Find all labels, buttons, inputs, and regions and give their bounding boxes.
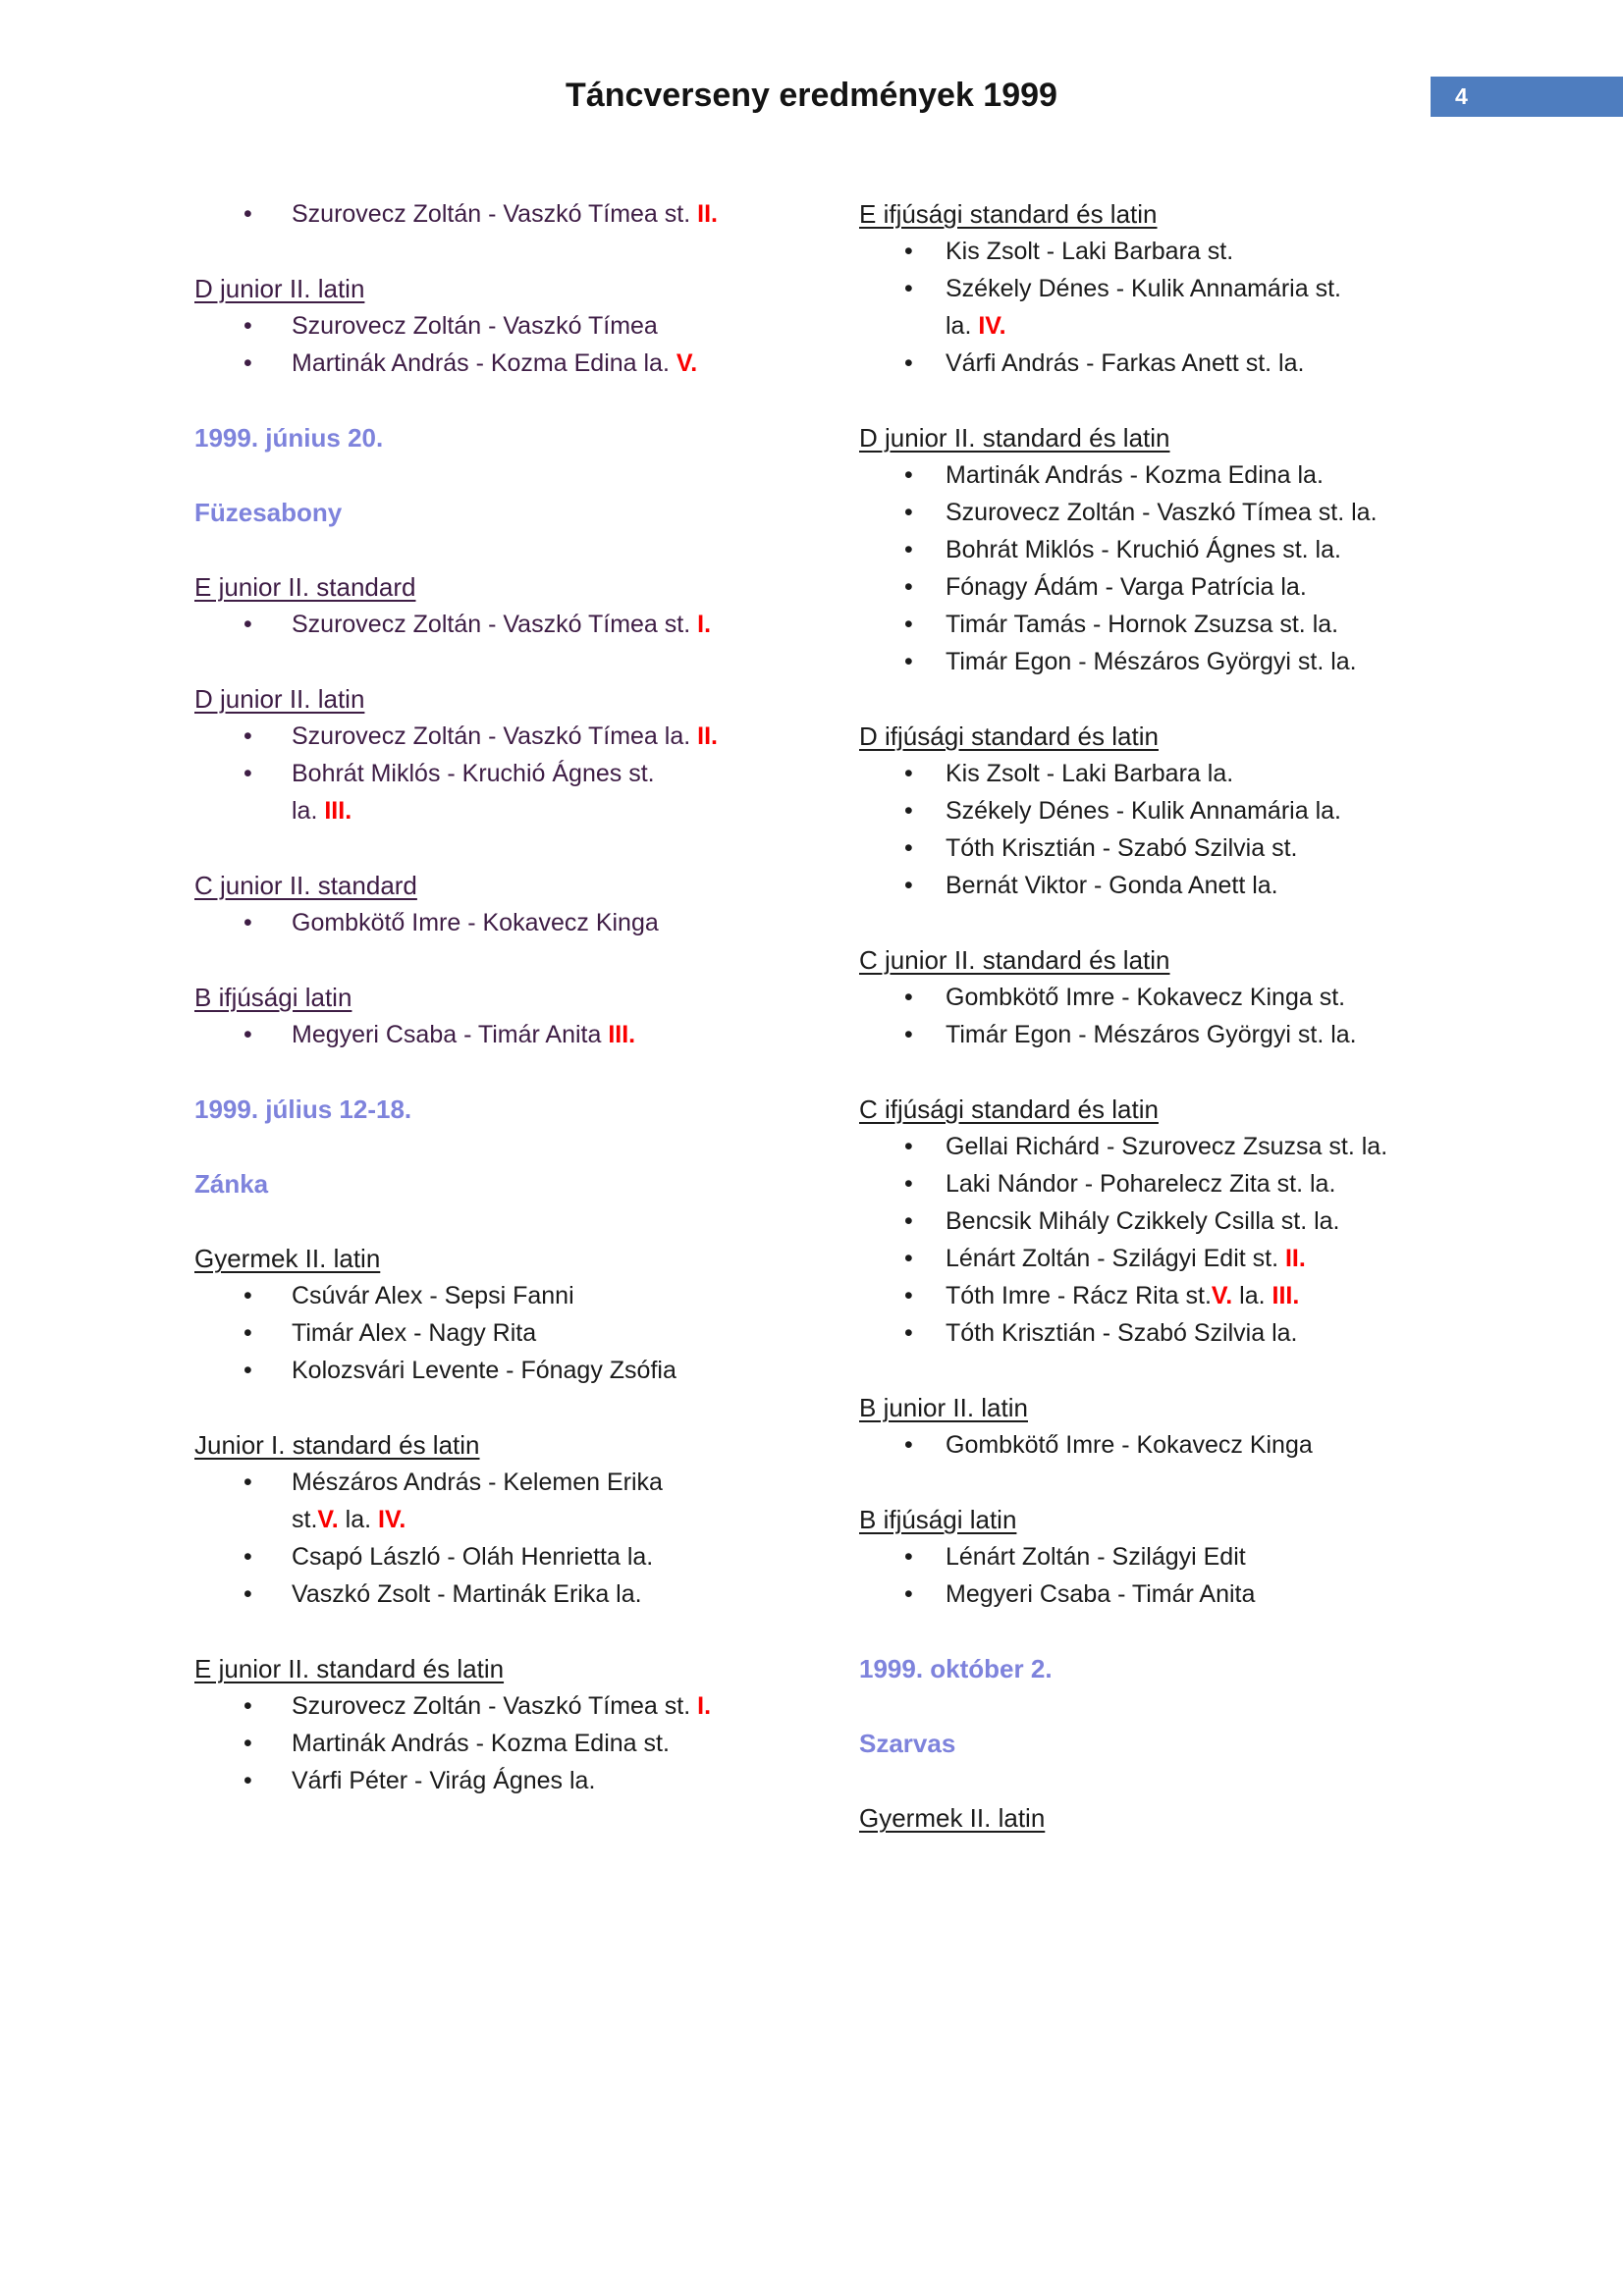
bullet-icon: • bbox=[243, 312, 252, 340]
results-list bbox=[859, 1128, 1546, 1352]
result-line bbox=[292, 1725, 833, 1762]
result-line bbox=[292, 345, 833, 382]
category-heading: E junior II. standard és latin bbox=[194, 1654, 505, 1683]
result-line bbox=[946, 270, 1546, 307]
couple-names: Szurovecz Zoltán - Vaszkó Tímea st. bbox=[292, 200, 698, 228]
result-line bbox=[292, 1314, 833, 1352]
couple-names: Martinák András - Kozma Edina la. bbox=[292, 349, 676, 377]
placement-value: III. bbox=[1271, 1282, 1300, 1309]
result-item bbox=[194, 1464, 833, 1538]
category-heading: C junior II. standard és latin bbox=[859, 945, 1170, 975]
results-list bbox=[194, 195, 833, 233]
couple-names: Bencsik Mihály Czikkely Csilla st. la. bbox=[946, 1207, 1340, 1235]
result-line bbox=[292, 718, 833, 755]
bullet-icon: • bbox=[904, 461, 913, 489]
placement-value: IV. bbox=[978, 312, 1006, 340]
bullet-icon: • bbox=[243, 349, 252, 377]
category-heading: B junior II. latin bbox=[859, 1393, 1028, 1422]
result-line bbox=[946, 1202, 1546, 1240]
result-item bbox=[194, 1314, 833, 1352]
bullet-icon: • bbox=[243, 200, 252, 228]
couple-names: Martinák András - Kozma Edina la. bbox=[946, 461, 1324, 489]
couple-names: Megyeri Csaba - Timár Anita bbox=[292, 1021, 609, 1048]
result-line bbox=[292, 1352, 833, 1389]
placement-value: III. bbox=[608, 1021, 636, 1048]
bullet-icon: • bbox=[243, 1021, 252, 1048]
couple-names: Bohrát Miklós - Kruchió Ágnes st. la. bbox=[946, 536, 1341, 563]
couple-names: Lénárt Zoltán - Szilágyi Edit st. bbox=[946, 1245, 1285, 1272]
results-list bbox=[859, 979, 1546, 1053]
event-city: Füzesabony bbox=[194, 498, 343, 527]
results-list bbox=[194, 1687, 833, 1799]
results-list bbox=[859, 456, 1546, 680]
event-city: Szarvas bbox=[859, 1729, 956, 1758]
result-line bbox=[946, 1277, 1546, 1314]
result-item bbox=[859, 867, 1546, 904]
category-heading: Gyermek II. latin bbox=[194, 1244, 381, 1273]
category-heading: B ifjúsági latin bbox=[194, 983, 352, 1012]
result-line bbox=[292, 307, 833, 345]
couple-names: Szurovecz Zoltán - Vaszkó Tímea st. la. bbox=[946, 499, 1378, 526]
category-heading: D junior II. standard és latin bbox=[859, 423, 1170, 453]
couple-names: Martinák András - Kozma Edina st. bbox=[292, 1730, 670, 1757]
placement-value: V. bbox=[1211, 1282, 1233, 1309]
result-item bbox=[194, 1352, 833, 1389]
page-number-box bbox=[1431, 77, 1623, 117]
category-heading: D ifjúsági standard és latin bbox=[859, 721, 1159, 751]
bullet-icon: • bbox=[904, 1021, 913, 1048]
placement-value: II. bbox=[697, 200, 718, 228]
bullet-icon: • bbox=[904, 797, 913, 825]
result-line bbox=[292, 904, 833, 941]
bullet-icon: • bbox=[243, 1730, 252, 1757]
bullet-icon: • bbox=[904, 536, 913, 563]
bullet-icon: • bbox=[904, 1319, 913, 1347]
result-item bbox=[859, 1277, 1546, 1314]
bullet-icon: • bbox=[904, 1580, 913, 1608]
event-date: 1999. október 2. bbox=[859, 1654, 1053, 1683]
bullet-icon: • bbox=[243, 611, 252, 638]
couple-names: la. bbox=[338, 1506, 379, 1533]
result-item bbox=[859, 1016, 1546, 1053]
couple-names: Gombkötő Imre - Kokavecz Kinga st. bbox=[946, 984, 1346, 1011]
bullet-icon: • bbox=[904, 872, 913, 899]
bullet-icon: • bbox=[904, 275, 913, 302]
result-item bbox=[859, 606, 1546, 643]
bullet-icon: • bbox=[243, 1319, 252, 1347]
result-item bbox=[194, 904, 833, 941]
result-item bbox=[859, 270, 1546, 345]
bullet-icon: • bbox=[243, 1468, 252, 1496]
results-list bbox=[859, 233, 1546, 382]
couple-names: Gombkötő Imre - Kokavecz Kinga bbox=[292, 909, 659, 936]
result-line bbox=[946, 456, 1546, 494]
result-line bbox=[946, 643, 1546, 680]
placement-value: II. bbox=[1284, 1245, 1306, 1272]
result-item bbox=[194, 1575, 833, 1613]
bullet-icon: • bbox=[904, 611, 913, 638]
bullet-icon: • bbox=[904, 1431, 913, 1459]
category-heading: E ifjúsági standard és latin bbox=[859, 199, 1158, 229]
result-item bbox=[859, 1575, 1546, 1613]
bullet-icon: • bbox=[904, 238, 913, 265]
couple-names: Bernát Viktor - Gonda Anett la. bbox=[946, 872, 1278, 899]
couple-names: Tóth Krisztián - Szabó Szilvia la. bbox=[946, 1319, 1298, 1347]
result-item bbox=[194, 1762, 833, 1799]
couple-names: Vaszkó Zsolt - Martinák Erika la. bbox=[292, 1580, 642, 1608]
category-heading: C ifjúsági standard és latin bbox=[859, 1095, 1159, 1124]
bullet-icon: • bbox=[904, 1282, 913, 1309]
page-title: Táncverseny eredmények 1999 bbox=[566, 77, 1057, 114]
result-item bbox=[194, 307, 833, 345]
result-item bbox=[859, 1426, 1546, 1464]
result-line bbox=[946, 233, 1546, 270]
result-item bbox=[859, 1202, 1546, 1240]
bullet-icon: • bbox=[904, 1245, 913, 1272]
couple-names: Kis Zsolt - Laki Barbara st. bbox=[946, 238, 1234, 265]
result-line bbox=[946, 568, 1546, 606]
bullet-icon: • bbox=[904, 1543, 913, 1571]
couple-names: la. bbox=[1232, 1282, 1272, 1309]
bullet-icon: • bbox=[243, 1357, 252, 1384]
result-item bbox=[194, 195, 833, 233]
event-city: Zánka bbox=[194, 1169, 269, 1199]
couple-names: la. bbox=[292, 797, 325, 825]
couple-names: Szurovecz Zoltán - Vaszkó Tímea bbox=[292, 312, 658, 340]
couple-names: Szurovecz Zoltán - Vaszkó Tímea la. bbox=[292, 722, 698, 750]
event-date: 1999. július 12-18. bbox=[194, 1095, 412, 1124]
result-item bbox=[194, 1725, 833, 1762]
result-item bbox=[194, 1277, 833, 1314]
result-item bbox=[194, 1538, 833, 1575]
results-list bbox=[194, 1016, 833, 1053]
placement-value: I. bbox=[697, 1692, 712, 1720]
couple-names: st. bbox=[292, 1506, 318, 1533]
result-line bbox=[292, 1687, 833, 1725]
bullet-icon: • bbox=[243, 1282, 252, 1309]
result-item bbox=[859, 494, 1546, 531]
bullet-icon: • bbox=[243, 1692, 252, 1720]
couple-names: Csapó László - Oláh Henrietta la. bbox=[292, 1543, 654, 1571]
placement-value: V. bbox=[676, 349, 698, 377]
placement-value: I. bbox=[697, 611, 712, 638]
result-item bbox=[194, 1687, 833, 1725]
results-list bbox=[194, 1464, 833, 1613]
couple-names: Kolozsvári Levente - Fónagy Zsófia bbox=[292, 1357, 676, 1384]
result-line bbox=[946, 1016, 1546, 1053]
couple-names: la. bbox=[946, 312, 979, 340]
result-item bbox=[859, 1538, 1546, 1575]
result-item bbox=[194, 755, 833, 829]
bullet-icon: • bbox=[904, 1170, 913, 1198]
result-line bbox=[946, 792, 1546, 829]
event-date: 1999. június 20. bbox=[194, 423, 384, 453]
placement-value: IV. bbox=[378, 1506, 406, 1533]
result-line bbox=[946, 755, 1546, 792]
result-line bbox=[292, 1277, 833, 1314]
category-heading: D junior II. latin bbox=[194, 684, 365, 714]
results-list bbox=[194, 1277, 833, 1389]
result-item bbox=[859, 531, 1546, 568]
results-list bbox=[859, 755, 1546, 904]
result-line bbox=[292, 1016, 833, 1053]
bullet-icon: • bbox=[904, 499, 913, 526]
result-item bbox=[859, 1128, 1546, 1165]
right-column bbox=[859, 195, 1546, 1837]
couple-names: Szurovecz Zoltán - Vaszkó Tímea st. bbox=[292, 1692, 698, 1720]
category-heading: Junior I. standard és latin bbox=[194, 1430, 480, 1460]
category-heading: D junior II. latin bbox=[194, 274, 365, 303]
result-item bbox=[859, 829, 1546, 867]
result-line bbox=[946, 1314, 1546, 1352]
couple-names: Csúvár Alex - Sepsi Fanni bbox=[292, 1282, 574, 1309]
placement-value: V. bbox=[317, 1506, 339, 1533]
left-column bbox=[194, 195, 833, 1799]
result-line bbox=[946, 1538, 1546, 1575]
result-line bbox=[946, 829, 1546, 867]
couple-names: Tóth Krisztián - Szabó Szilvia st. bbox=[946, 834, 1298, 862]
result-line bbox=[292, 1575, 833, 1613]
results-list bbox=[194, 606, 833, 643]
couple-names: Timár Egon - Mészáros Györgyi st. la. bbox=[946, 1021, 1357, 1048]
placement-value: III. bbox=[324, 797, 352, 825]
bullet-icon: • bbox=[904, 573, 913, 601]
result-item bbox=[859, 345, 1546, 382]
result-line bbox=[946, 979, 1546, 1016]
couple-names: Gombkötő Imre - Kokavecz Kinga bbox=[946, 1431, 1313, 1459]
couple-names: Várfi Péter - Virág Ágnes la. bbox=[292, 1767, 596, 1794]
result-item bbox=[859, 755, 1546, 792]
couple-names: Megyeri Csaba - Timár Anita bbox=[946, 1580, 1256, 1608]
result-line bbox=[292, 1501, 833, 1538]
bullet-icon: • bbox=[243, 909, 252, 936]
result-line bbox=[292, 755, 833, 792]
result-item bbox=[859, 979, 1546, 1016]
couple-names: Lénárt Zoltán - Szilágyi Edit bbox=[946, 1543, 1246, 1571]
results-list bbox=[194, 718, 833, 829]
result-item bbox=[859, 1240, 1546, 1277]
result-line bbox=[946, 1426, 1546, 1464]
couple-names: Timár Alex - Nagy Rita bbox=[292, 1319, 537, 1347]
result-line bbox=[946, 867, 1546, 904]
result-item bbox=[859, 233, 1546, 270]
couple-names: Gellai Richárd - Szurovecz Zsuzsa st. la. bbox=[946, 1133, 1388, 1160]
bullet-icon: • bbox=[243, 1543, 252, 1571]
result-line bbox=[292, 792, 833, 829]
bullet-icon: • bbox=[904, 648, 913, 675]
result-line bbox=[292, 606, 833, 643]
result-item bbox=[859, 792, 1546, 829]
category-heading: C junior II. standard bbox=[194, 871, 417, 900]
couple-names: Várfi András - Farkas Anett st. la. bbox=[946, 349, 1305, 377]
results-list bbox=[859, 1426, 1546, 1464]
result-line bbox=[946, 531, 1546, 568]
result-item bbox=[859, 456, 1546, 494]
result-item bbox=[859, 643, 1546, 680]
bullet-icon: • bbox=[243, 1580, 252, 1608]
result-item bbox=[194, 345, 833, 382]
bullet-icon: • bbox=[243, 722, 252, 750]
bullet-icon: • bbox=[243, 1767, 252, 1794]
result-item bbox=[194, 606, 833, 643]
results-list bbox=[194, 904, 833, 941]
category-heading: Gyermek II. latin bbox=[859, 1803, 1046, 1833]
couple-names: Timár Tamás - Hornok Zsuzsa st. la. bbox=[946, 611, 1339, 638]
placement-value: II. bbox=[697, 722, 718, 750]
bullet-icon: • bbox=[243, 760, 252, 787]
category-heading: E junior II. standard bbox=[194, 572, 416, 602]
couple-names: Székely Dénes - Kulik Annamária la. bbox=[946, 797, 1341, 825]
couple-names: Kis Zsolt - Laki Barbara la. bbox=[946, 760, 1234, 787]
result-line bbox=[946, 1240, 1546, 1277]
results-list bbox=[194, 307, 833, 382]
couple-names: Fónagy Ádám - Varga Patrícia la. bbox=[946, 573, 1307, 601]
result-line bbox=[292, 195, 833, 233]
couple-names: Timár Egon - Mészáros Györgyi st. la. bbox=[946, 648, 1357, 675]
bullet-icon: • bbox=[904, 834, 913, 862]
result-line bbox=[946, 1128, 1546, 1165]
bullet-icon: • bbox=[904, 1207, 913, 1235]
result-line bbox=[946, 494, 1546, 531]
couple-names: Szurovecz Zoltán - Vaszkó Tímea st. bbox=[292, 611, 698, 638]
result-line bbox=[946, 1165, 1546, 1202]
couple-names: Mészáros András - Kelemen Erika bbox=[292, 1468, 663, 1496]
result-item bbox=[194, 718, 833, 755]
couple-names: Székely Dénes - Kulik Annamária st. bbox=[946, 275, 1341, 302]
couple-names: Tóth Imre - Rácz Rita st. bbox=[946, 1282, 1212, 1309]
result-line bbox=[946, 1575, 1546, 1613]
bullet-icon: • bbox=[904, 349, 913, 377]
bullet-icon: • bbox=[904, 984, 913, 1011]
category-heading: B ifjúsági latin bbox=[859, 1505, 1017, 1534]
couple-names: Bohrát Miklós - Kruchió Ágnes st. bbox=[292, 760, 655, 787]
results-list bbox=[859, 1538, 1546, 1613]
bullet-icon: • bbox=[904, 760, 913, 787]
page-number: 4 bbox=[1455, 83, 1468, 109]
result-line bbox=[946, 307, 1546, 345]
result-line bbox=[292, 1538, 833, 1575]
result-line bbox=[292, 1762, 833, 1799]
result-item bbox=[859, 1165, 1546, 1202]
result-item bbox=[859, 1314, 1546, 1352]
result-line bbox=[946, 345, 1546, 382]
bullet-icon: • bbox=[904, 1133, 913, 1160]
result-line bbox=[292, 1464, 833, 1501]
couple-names: Laki Nándor - Poharelecz Zita st. la. bbox=[946, 1170, 1336, 1198]
result-item bbox=[859, 568, 1546, 606]
result-line bbox=[946, 606, 1546, 643]
result-item bbox=[194, 1016, 833, 1053]
